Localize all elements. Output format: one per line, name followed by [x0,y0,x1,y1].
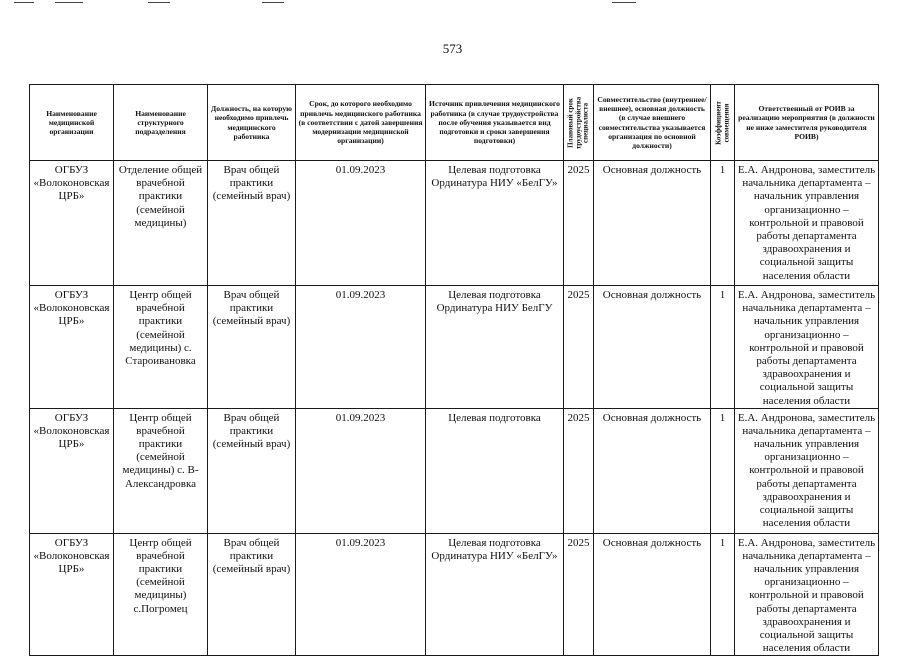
cell-combination: Основная должность [594,533,711,656]
cell-year: 2025 [564,161,594,286]
cell-year: 2025 [564,408,594,533]
table-container [29,84,878,655]
cell-org: ОГБУЗ «Волоконовская ЦРБ» [30,161,114,286]
cell-unit: Центр общей врачебной практики (семейной медицины) с.Погромец [114,533,208,656]
header-coef [711,85,735,161]
table-row [30,161,879,286]
header-responsible: Ответственный от РОИВ за реализацию мероприятия (в должности не ниже заместителя руководителя РОИВ) [735,85,879,161]
cell-coef: 1 [711,161,735,286]
header-row [30,85,879,161]
cell-combination: Основная должность [594,286,711,409]
staffing-table [29,84,879,656]
cell-source: Целевая подготовка [426,408,564,533]
cell-responsible: Е.А. Андронова, заместитель начальника департамента – начальник управления организационно – контрольной и правовой работы департамента здравоохранения и социальной защиты населения области [735,161,879,286]
cell-org: ОГБУЗ «Волоконовская ЦРБ» [30,408,114,533]
cell-responsible: Е.А. Андронова, заместитель начальника департамента – начальник управления организационно – контрольной и правовой работы департамента здравоохранения и социальной защиты населения области [735,286,879,409]
header-deadline: Срок, до которого необходимо привлечь медицинского работника (в соответствии с датой завершения модернизации медицинской организации) [296,85,426,161]
cell-deadline: 01.09.2023 [296,286,426,409]
cell-org: ОГБУЗ «Волоконовская ЦРБ» [30,533,114,656]
cell-deadline: 01.09.2023 [296,533,426,656]
cell-org: ОГБУЗ «Волоконовская ЦРБ» [30,286,114,409]
table-row [30,286,879,409]
header-unit: Наименование структурного подразделения [114,85,208,161]
header-combination: Совместительство (внутреннее/ внешнее), основная должность (в случае внешнего совместительства указывается организация по основной должности) [594,85,711,161]
cell-source: Целевая подготовка Ординатура НИУ БелГУ [426,286,564,409]
cell-unit: Центр общей врачебной практики (семейной медицины) с. В-Александровка [114,408,208,533]
scan-edge-marks [0,0,905,6]
cell-position: Врач общей практики (семейный врач) [208,408,296,533]
cell-deadline: 01.09.2023 [296,161,426,286]
table-row [30,533,879,656]
cell-unit: Отделение общей врачебной практики (семейной медицины) [114,161,208,286]
header-year [564,85,594,161]
cell-year: 2025 [564,533,594,656]
header-position: Должность, на которую необходимо привлечь медицинского работника [208,85,296,161]
cell-coef: 1 [711,286,735,409]
cell-combination: Основная должность [594,161,711,286]
cell-coef: 1 [711,408,735,533]
header-coef-text: Коэффициент совмещения [713,100,730,145]
cell-position: Врач общей практики (семейный врач) [208,286,296,409]
header-source: Источник привлечения медицинского работника (в случае трудоустройства после обучения указывается вид подготовки и сроки завершения подготовки) [426,85,564,161]
table-row [30,408,879,533]
cell-deadline: 01.09.2023 [296,408,426,533]
page-number: 573 [442,41,463,56]
cell-source: Целевая подготовка Ординатура НИУ «БелГУ» [426,533,564,656]
cell-unit: Центр общей врачебной практики (семейной медицины) с. Староивановка [114,286,208,409]
header-org: Наименование медицинской организации [30,85,114,161]
cell-responsible: Е.А. Андронова, заместитель начальника департамента – начальник управления организационно – контрольной и правовой работы департамента здравоохранения и социальной защиты населения области [735,408,879,533]
cell-responsible: Е.А. Андронова, заместитель начальника департамента – начальник управления организационно – контрольной и правовой работы департамента здравоохранения и социальной защиты населения области [735,533,879,656]
cell-source: Целевая подготовка Ординатура НИУ «БелГУ» [426,161,564,286]
cell-position: Врач общей практики (семейный врач) [208,533,296,656]
cell-year: 2025 [564,286,594,409]
cell-coef: 1 [711,533,735,656]
header-year-text: Плановый срок трудоустройства специалиста [565,96,590,149]
cell-combination: Основная должность [594,408,711,533]
cell-position: Врач общей практики (семейный врач) [208,161,296,286]
